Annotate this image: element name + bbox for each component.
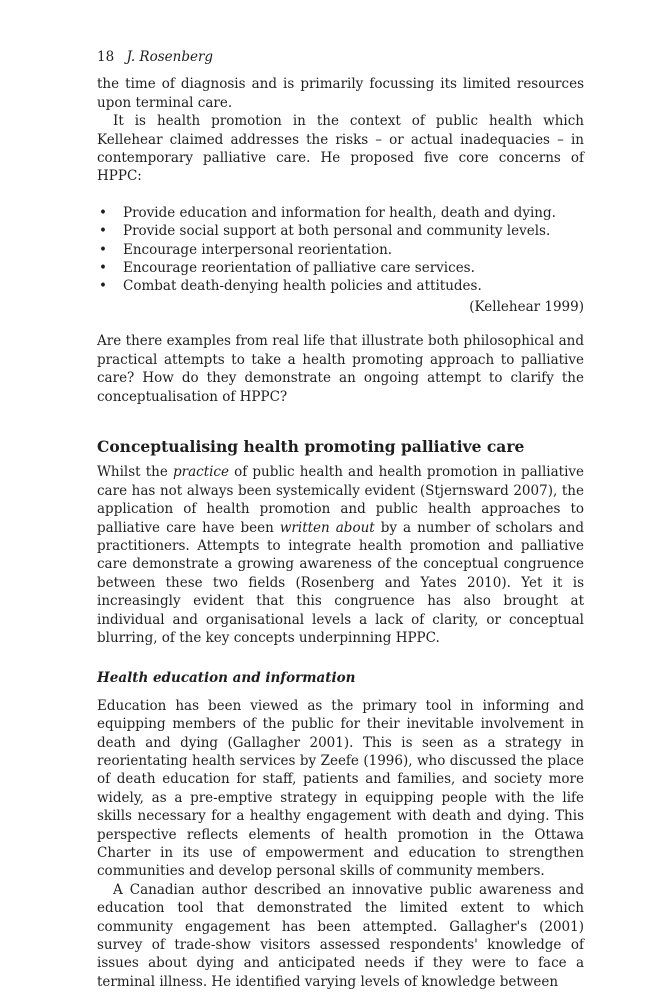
text-run: Whilst the [97, 464, 173, 481]
list-item: • Combat death-denying health policies and attitudes. [97, 277, 584, 295]
running-head-author: J. Rosenberg [126, 49, 214, 65]
paragraph-hppc-concerns-intro: It is health promotion in the context of public health which Kellehear claimed addresses the risks – or actual inadequacies – in contemporary palliative care. He proposed five core concerns of HPPC: [97, 113, 584, 185]
paragraph-continued: the time of diagnosis and is primarily focussing its limited resources upon terminal care. [97, 76, 584, 111]
paragraph-canadian-author: A Canadian author described an innovative public awareness and education tool that demonstrated the limited extent to which community engagement has been attempted. Gallagher's (2001) survey of trade-show visitors assessed respondents' knowledge of issues about dying and anticipated needs if they were to face a terminal illness. He identified varying levels of knowledge between [97, 881, 584, 990]
paragraph-conceptualising [97, 463, 584, 647]
list-item: • Encourage interpersonal reorientation. [97, 241, 584, 259]
running-header [97, 48, 584, 66]
page-number: 18 [97, 49, 115, 65]
hppc-concerns-list [97, 204, 584, 296]
emphasis-written-about: written about [279, 519, 375, 536]
paragraph-health-education: Education has been viewed as the primary tool in informing and equipping members of the public for their inevitable involvement in death and dying (Gallagher 2001). This is seen as a strategy in reorientating health services by Zeefe (1996), who discussed the place of death education for staff, patients and families, and society more widely, as a pre-emptive strategy in equipping people with the life skills necessary for a healthy engagement with death and dying. This perspective reflects elements of health promotion in the Ottawa Charter in its use of empowerment and education to strengthen communities and develop personal skills of community members. [97, 697, 584, 880]
section-heading: Conceptualising health promoting palliative care [97, 436, 525, 456]
list-item: • Encourage reorientation of palliative care services. [97, 259, 584, 277]
text-run: of public health and health promotion in palliative care has not always been systemically evident (Stjernsward 2007), the application of health promotion and public health approaches to palliative care have been [97, 464, 585, 536]
paragraph-question: Are there examples from real life that illustrate both philosophical and practical attempts to take a health promoting approach to palliative care? How do they demonstrate an ongoing attempt to clarify the conceptualisation of HPPC? [97, 333, 584, 405]
subsection-heading: Health education and information [97, 670, 356, 687]
list-item: • Provide social support at both personal and community levels. [97, 222, 584, 240]
emphasis-practice: practice [172, 464, 229, 481]
text-run: by a number of scholars and practitioners. Attempts to integrate health promotion and palliative care demonstrate a growing awareness of the conceptual congruence between these two fields (Rosenberg and Yates 2010). Yet it is increasingly evident that this congruence has also brought at individual and organisational levels a lack of clarity, or conceptual blurring, of the key concepts underpinning HPPC. [97, 519, 584, 646]
list-item: • Provide education and information for health, death and dying. [97, 204, 584, 222]
citation: (Kellehear 1999) [469, 298, 584, 315]
